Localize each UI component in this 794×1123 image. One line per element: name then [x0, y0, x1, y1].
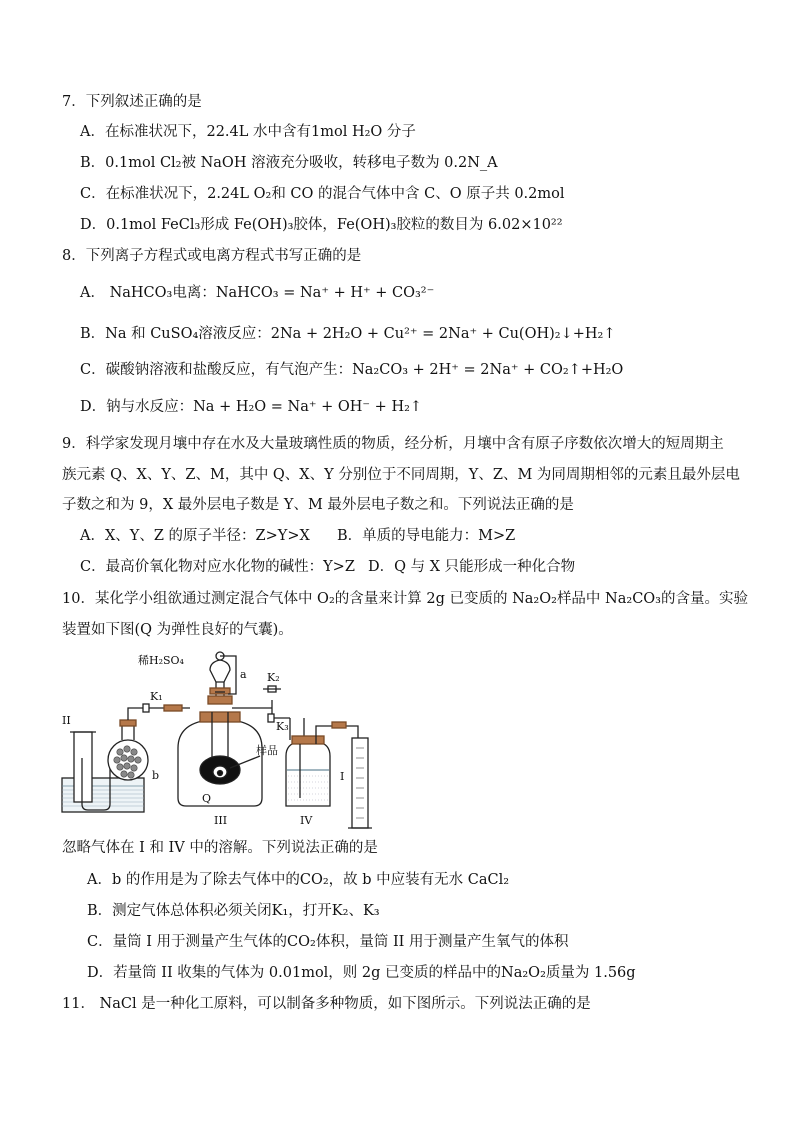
q7-option-c: C．在标准状况下，2.24L O₂和 CO 的混合气体中含 C、O 原子共 0.2mol: [80, 186, 565, 202]
q7-option-b: B．0.1mol Cl₂被 NaOH 溶液充分吸收，转移电子数为 0.2N_A: [80, 155, 498, 171]
q7-option-a: A．在标准状况下，22.4L 水中含有1mol H₂O 分子: [80, 124, 416, 140]
label-II: II: [62, 714, 71, 727]
q11-stem: 11． NaCl 是一种化工原料，可以制备多种物质，如下图所示。下列说法正确的是: [62, 996, 591, 1012]
q9-option-a: A．X、Y、Z 的原子半径：Z>Y>X: [80, 528, 310, 544]
label-III: III: [214, 814, 228, 827]
q9-line-3: 子数之和为 9，X 最外层电子数是 Y、M 最外层电子数之和。下列说法正确的是: [62, 497, 574, 513]
q8-option-c: C．碳酸钠溶液和盐酸反应，有气泡产生：Na₂CO₃ + 2H⁺ = 2Na⁺ + CO₂↑+H₂O: [80, 362, 624, 378]
label-acid: 稀H₂SO₄: [138, 654, 184, 667]
label-k2: K₂: [267, 671, 280, 684]
q7-option-d: D．0.1mol FeCl₃形成 Fe(OH)₃胶体，Fe(OH)₃胶粒的数目为 6.02×10²²: [80, 217, 563, 233]
label-I: I: [340, 770, 345, 783]
label-sample: 样品: [256, 744, 278, 757]
q10-option-a: A．b 的作用是为了除去气体中的CO₂，故 b 中应装有无水 CaCl₂: [87, 872, 510, 888]
label-q: Q: [202, 792, 212, 805]
q10-note: 忽略气体在 I 和 IV 中的溶解。下列说法正确的是: [62, 840, 378, 856]
q10-option-b: B．测定气体总体积必须关闭K₁，打开K₂、K₃: [87, 903, 380, 919]
q8-option-d: D．钠与水反应：Na + H₂O = Na⁺ + OH⁻ + H₂↑: [80, 399, 423, 415]
label-IV: IV: [300, 814, 313, 827]
q8-stem: 8．下列离子方程式或电离方程式书写正确的是: [62, 248, 362, 264]
q10-option-c: C．量筒 I 用于测量产生气体的CO₂体积，量筒 II 用于测量产生氧气的体积: [87, 934, 569, 950]
q9-option-c: C．最高价氧化物对应水化物的碱性：Y>Z: [80, 559, 355, 575]
label-a: a: [240, 668, 247, 681]
q9-line-1: 9．科学家发现月壤中存在水及大量玻璃性质的物质，经分析，月壤中含有原子序数依次增大的短周期主: [62, 436, 724, 452]
label-b: b: [152, 769, 160, 782]
q9-option-d: D．Q 与 X 只能形成一种化合物: [368, 559, 576, 575]
q10-line-1: 10．某化学小组欲通过测定混合气体中 O₂的含量来计算 2g 已变质的 Na₂O₂样品中 Na₂CO₃的含量。实验: [62, 591, 748, 607]
q7-stem: 7．下列叙述正确的是: [62, 94, 202, 110]
label-k3: K₃: [276, 720, 289, 733]
apparatus-diagram: [60, 648, 390, 838]
q9-line-2: 族元素 Q、X、Y、Z、M，其中 Q、X、Y 分别位于不同周期，Y、Z、M 为同周期相邻的元素且最外层电: [62, 467, 740, 483]
label-k1: K₁: [150, 690, 163, 703]
q9-option-b: B．单质的导电能力：M>Z: [337, 528, 516, 544]
q8-option-a: A． NaHCO₃电离：NaHCO₃ = Na⁺ + H⁺ + CO₃²⁻: [80, 285, 435, 301]
q10-option-d: D．若量筒 II 收集的气体为 0.01mol，则 2g 已变质的样品中的Na₂O₂质量为 1.56g: [87, 965, 636, 981]
q10-line-2: 装置如下图(Q 为弹性良好的气囊)。: [62, 622, 293, 638]
q8-option-b: B．Na 和 CuSO₄溶液反应：2Na + 2H₂O + Cu²⁺ = 2Na⁺ + Cu(OH)₂↓+H₂↑: [80, 326, 616, 342]
